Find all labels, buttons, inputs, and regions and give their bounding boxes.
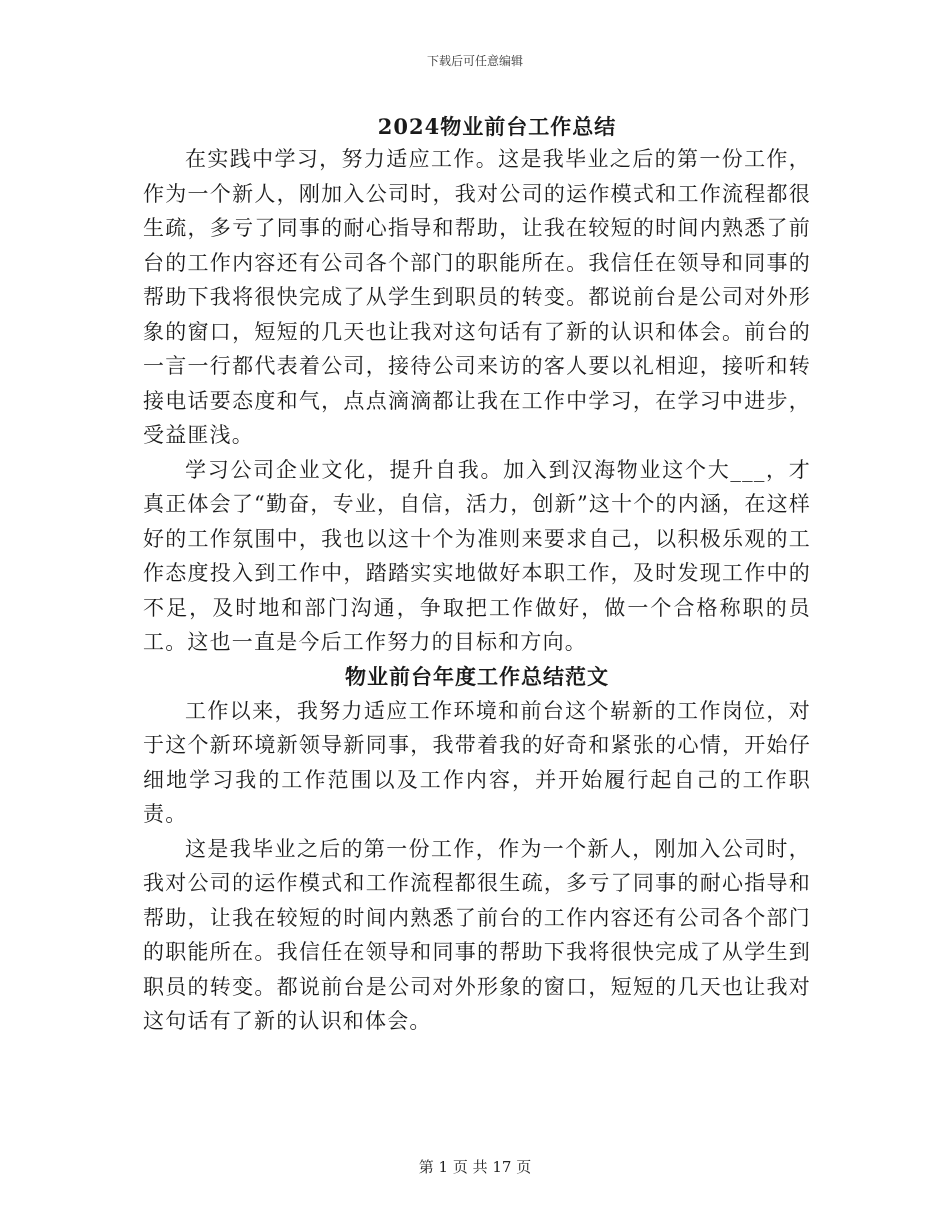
paragraph-adapting-work: 工作以来，我努力适应工作环境和前台这个崭新的工作岗位，对于这个新环境新领导新同事，我带着我的好奇和紧张的心情，开始仔细地学习我的工作范围以及工作内容，并开始履行起自己的工作职责。 bbox=[143, 698, 811, 826]
header-note: 下载后可任意编辑 bbox=[426, 54, 523, 68]
document-body bbox=[143, 112, 811, 1039]
paragraph-practice-learning: 在实践中学习，努力适应工作。这是我毕业之后的第一份工作，作为一个新人，刚加入公司时，我对公司的运作模式和工作流程都很生疏，多亏了同事的耐心指导和帮助，让我在较短的时间内熟悉了前台的工作内容还有公司各个部门的职能所在。我信任在领导和同事的帮助下我将很快完成了从学生到职员的转变。都说前台是公司对外形象的窗口，短短的几天也让我对这句话有了新的认识和体会。前台的一言一行都代表着公司，接待公司来访的客人要以礼相迎，接听和转接电话要态度和气，点点滴滴都让我在工作中学习，在学习中进步，受益匪浅。 bbox=[143, 147, 811, 447]
section-subtitle: 物业前台年度工作总结范文 bbox=[345, 663, 609, 689]
paragraph-first-job: 这是我毕业之后的第一份工作，作为一个新人，刚加入公司时，我对公司的运作模式和工作流程都很生疏，多亏了同事的耐心指导和帮助，让我在较短的时间内熟悉了前台的工作内容还有公司各个部门的职能所在。我信任在领导和同事的帮助下我将很快完成了从学生到职员的转变。都说前台是公司对外形象的窗口，短短的几天也让我对这句话有了新的认识和体会。 bbox=[143, 836, 811, 1033]
page-number: 第 1 页 共 17 页 bbox=[418, 1158, 532, 1176]
document-title: 2024物业前台工作总结 bbox=[377, 114, 617, 139]
paragraph-company-culture: 学习公司企业文化，提升自我。加入到汉海物业这个大___，才真正体会了“勤奋，专业，自信，活力，创新”这十个的内涵，在这样好的工作氛围中，我也以这十个为准则来要求自己，以积极乐观的工作态度投入到工作中，踏踏实实地做好本职工作，及时发现工作中的不足，及时地和部门沟通，争取把工作做好，做一个合格称职的员工。这也一直是今后工作努力的目标和方向。 bbox=[143, 457, 811, 654]
